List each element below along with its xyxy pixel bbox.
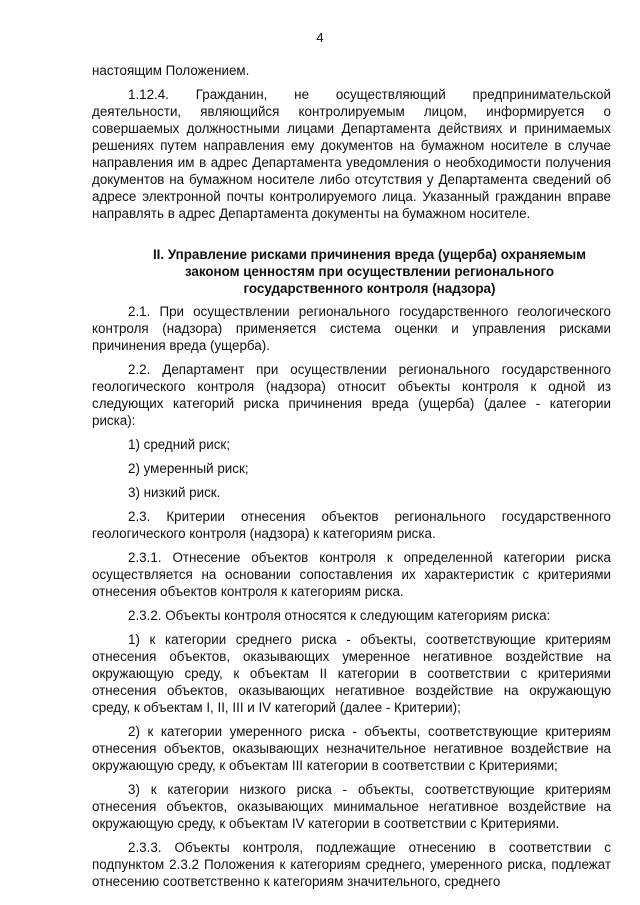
paragraph-group-bottom bbox=[92, 303, 611, 890]
document-body bbox=[92, 0, 611, 890]
paragraph: 2.3.1. Отнесение объектов контроля к определенной категории риска осуществляется на основании сопоставления их характеристик с критериями отнесения объектов контроля к категориям риска. bbox=[92, 550, 611, 599]
paragraph: 3) к категории низкого риска - объекты, соответствующие критериям отнесения объектов, оказывающих минимальное негативное воздействие на окружающую среду, к объектам IV категории в соответствии с Критериями. bbox=[92, 782, 611, 831]
paragraph: 2.3. Критерии отнесения объектов регионального государственного геологического контроля (надзора) к категориям риска. bbox=[92, 509, 611, 541]
paragraph: 1) к категории среднего риска - объекты, соответствующие критериям отнесения объектов, оказывающих умеренное негативное воздействие на окружающую среду, к объектам II категории в соответствии с критериями отнесения объектов, оказывающих негативное воздействие на окружающую среду, к объектам I, II, III и IV категорий (далее - Критерии); bbox=[92, 632, 611, 715]
paragraph: 1.12.4. Гражданин, не осуществляющий предпринимательской деятельности, являющийся контролируемым лицом, информируется о совершаемых должностными лицами Департамента действиях и принимаемых решениях путем направления ему документов на бумажном носителе в случае направления им в адрес Департамента уведомления о необходимости получения документов на бумажном носителе либо отсутствия у Департамента сведений об адресе электронной почты контролируемого лица. Указанный гражданин вправе направлять в адрес Департамента документы на бумажном носителе. bbox=[92, 87, 611, 221]
paragraph-group-top bbox=[92, 62, 611, 222]
paragraph: 2.3.3. Объекты контроля, подлежащие отнесению в соответствии с подпунктом 2.3.2 Положения к категориям среднего, умеренного риска, подлежат отнесению соответственно к категориям значительного, среднего bbox=[92, 840, 611, 889]
paragraph: 2.2. Департамент при осуществлении регионального государственного геологического контроля (надзора) относит объекты контроля к одной из следующих категорий риска причинения вреда (ущерба) (далее - категории риска): bbox=[92, 362, 611, 428]
page-number: 4 bbox=[316, 30, 324, 45]
paragraph: 2.3.2. Объекты контроля относятся к следующим категориям риска: bbox=[128, 608, 551, 623]
paragraph: настоящим Положением. bbox=[92, 63, 250, 78]
paragraph: 3) низкий риск. bbox=[128, 485, 221, 500]
paragraph: 2) к категории умеренного риска - объекты, соответствующие критериям отнесения объектов, оказывающих незначительное негативное воздействие на окружающую среду, к объектам III категории в соответствии с Критериями; bbox=[92, 724, 611, 773]
paragraph: 2) умеренный риск; bbox=[128, 461, 249, 476]
section-heading: II. Управление рисками причинения вреда (ущерба) охраняемым законом ценностям при осуществлении регионального государственного контроля (надзора) bbox=[152, 247, 587, 296]
paragraph: 2.1. При осуществлении регионального государственного геологического контроля (надзора) применяется система оценки и управления рисками причинения вреда (ущерба). bbox=[92, 304, 611, 353]
paragraph: 1) средний риск; bbox=[128, 437, 231, 452]
